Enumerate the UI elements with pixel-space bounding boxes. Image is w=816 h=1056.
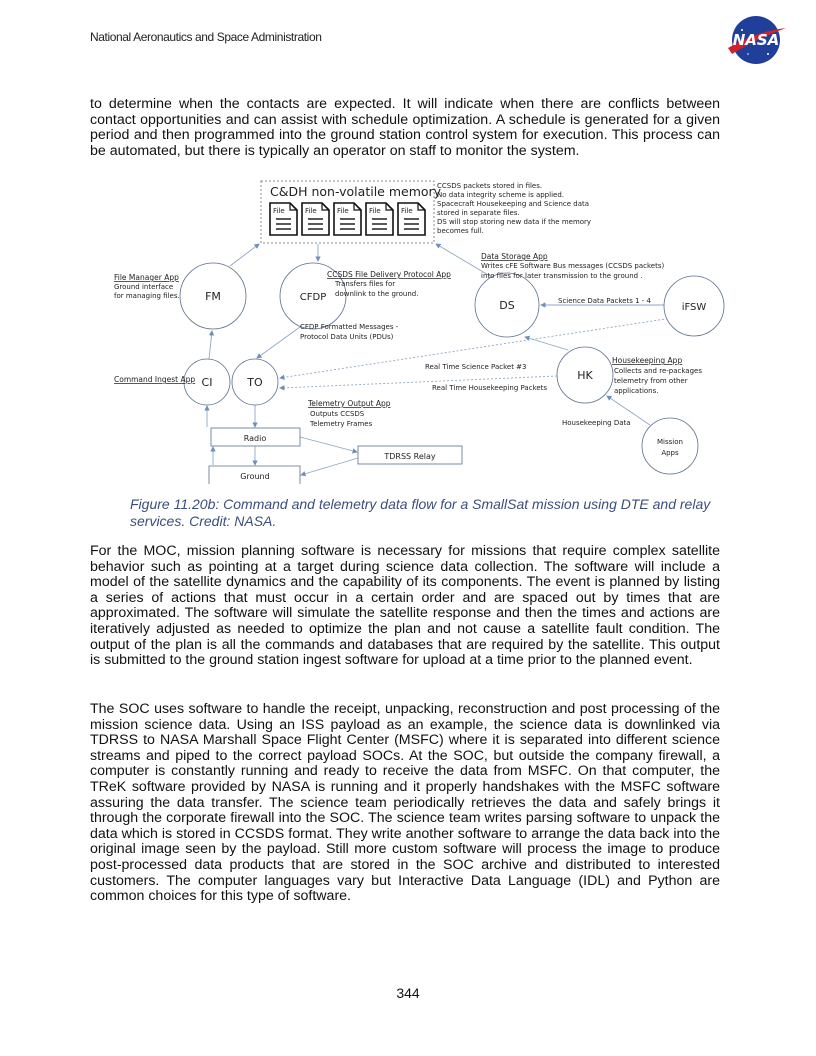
memory-note-line: CCSDS packets stored in files. xyxy=(437,182,543,190)
rt-science-label: Real Time Science Packet #3 xyxy=(425,363,527,371)
file-icon xyxy=(270,203,297,235)
header-org: National Aeronautics and Space Administration xyxy=(90,30,322,44)
memory-note-line: No data integrity scheme is applied. xyxy=(437,191,564,199)
paragraph-soc-software: The SOC uses software to handle the receipt, unpacking, reconstruction and post processing of the mission science data. Using an ISS payload as an example, the science data is downlinked via TDRSS to NASA Marshall Space Flight Center (MSFC) where it is separated into different science streams and piped to the correct payload SOCs. At the SOC, but outside the company firewall, a computer is constantly running and ready to receive the data from MSFC. On that computer, the TReK software provided by NASA is running and it properly handshakes with the MSFC software assuring the data transfer. The science team periodically retrieves the data and safely brings it through the corporate firewall into the SOC. The science team writes parsing software to unpack the data which is stored in CCSDS format. They write another software to arrange the data back into the original image seen by the payload. Still more custom software will process the image to produce post-processed data products that are stored in the SOC archive and distributed to interested customers. The computer languages vary but Interactive Data Language (IDL) and Python are common choices for this type of software. xyxy=(90,701,720,905)
node-cfdp: CFDP xyxy=(299,292,327,303)
hk-desc: Collects and re-packages xyxy=(614,367,702,375)
node-ds: DS xyxy=(499,299,515,312)
nasa-logo xyxy=(724,14,788,66)
page-number: 344 xyxy=(396,985,420,1001)
hk-desc: applications. xyxy=(614,387,659,395)
file-label: File xyxy=(369,207,381,215)
file-label: File xyxy=(401,207,413,215)
file-icon xyxy=(302,203,329,235)
node-tdrss: TDRSS Relay xyxy=(384,452,436,461)
hk-title: Housekeeping App xyxy=(612,356,683,365)
node-ground: Ground xyxy=(240,472,270,481)
node-fm: FM xyxy=(205,290,221,303)
cfdp-desc: downlink to the ground. xyxy=(335,290,419,298)
file-icons xyxy=(270,203,425,235)
paragraph-mission-planning: For the MOC, mission planning software is necessary for missions that require complex satellite behavior such as pointing at a target during science data collection. The software will include a model of the satellite dynamics and the capability of its components. The event is planned by listing a series of actions that must occur in a certain order and are spaced out by times that are approximated. The software will simulate the satellite response and then the times and actions are iteratively adjusted as needed to optimize the plan and not cause a satellite fault condition. The output of the plan is all the commands and databases that are required by the satellite. This output is submitted to the ground station ingest software for upload at a time prior to the planned event. xyxy=(90,543,720,669)
cfdp-desc: Transfers files for xyxy=(335,280,396,288)
memory-note-line: becomes full. xyxy=(437,227,484,235)
to-desc: Outputs CCSDS xyxy=(310,410,365,418)
data-flow-diagram xyxy=(100,175,740,490)
file-label: File xyxy=(305,207,317,215)
ds-desc: into files for later transmission to the ground . xyxy=(481,272,643,280)
cfdp-msgs: Protocol Data Units (PDUs) xyxy=(300,333,394,341)
science-packets-label: Science Data Packets 1 - 4 xyxy=(558,297,651,305)
file-icon xyxy=(334,203,361,235)
to-title: Telemetry Output App xyxy=(308,399,391,408)
node-mission-apps: Apps xyxy=(661,449,679,457)
node-ifsw: iFSW xyxy=(681,302,707,313)
ci-title: Command Ingest App xyxy=(114,375,196,384)
file-label: File xyxy=(273,207,285,215)
memory-note-line: stored in separate files. xyxy=(437,209,520,217)
svg-text:NASA: NASA xyxy=(732,31,780,49)
fm-title: File Manager App xyxy=(114,273,179,282)
node-to: TO xyxy=(247,376,263,389)
node-ci: CI xyxy=(201,376,213,389)
to-desc: Telemetry Frames xyxy=(310,420,373,428)
rt-hk-label: Real Time Housekeeping Packets xyxy=(432,384,548,392)
node-hk: HK xyxy=(577,369,593,382)
cfdp-title: CCSDS File Delivery Protocol App xyxy=(327,270,451,279)
memory-title: C&DH non-volatile memory xyxy=(270,184,442,199)
cfdp-msgs: CFDP Formatted Messages - xyxy=(300,323,399,331)
paragraph-scheduling: to determine when the contacts are expected. It will indicate when there are conflicts between contact opportunities and can assist with schedule optimization. A schedule is generated for a given period and then programmed into the ground station control system for execution. This process can be automated, but there is typically an operator on staff to monitor the system. xyxy=(90,96,720,159)
ds-title: Data Storage App xyxy=(481,252,548,261)
memory-note-line: DS will stop storing new data if the memory xyxy=(437,218,592,226)
hk-desc: telemetry from other xyxy=(614,377,688,385)
hk-data-label: Housekeeping Data xyxy=(562,419,631,427)
fm-desc: Ground interface xyxy=(114,283,174,291)
node-mission-apps: Mission xyxy=(657,438,683,446)
file-icon xyxy=(366,203,393,235)
fm-desc: for managing files. xyxy=(114,292,180,300)
file-label: File xyxy=(337,207,349,215)
node-radio: Radio xyxy=(243,434,267,443)
memory-note-line: Spacecraft Housekeeping and Science data xyxy=(437,200,590,208)
figure-caption: Figure 11.20b: Command and telemetry data flow for a SmallSat mission using DTE and relay services. Credit: NASA. xyxy=(130,496,711,529)
file-icon xyxy=(398,203,425,235)
ds-desc: Writes cFE Software Bus messages (CCSDS packets) xyxy=(481,262,665,270)
